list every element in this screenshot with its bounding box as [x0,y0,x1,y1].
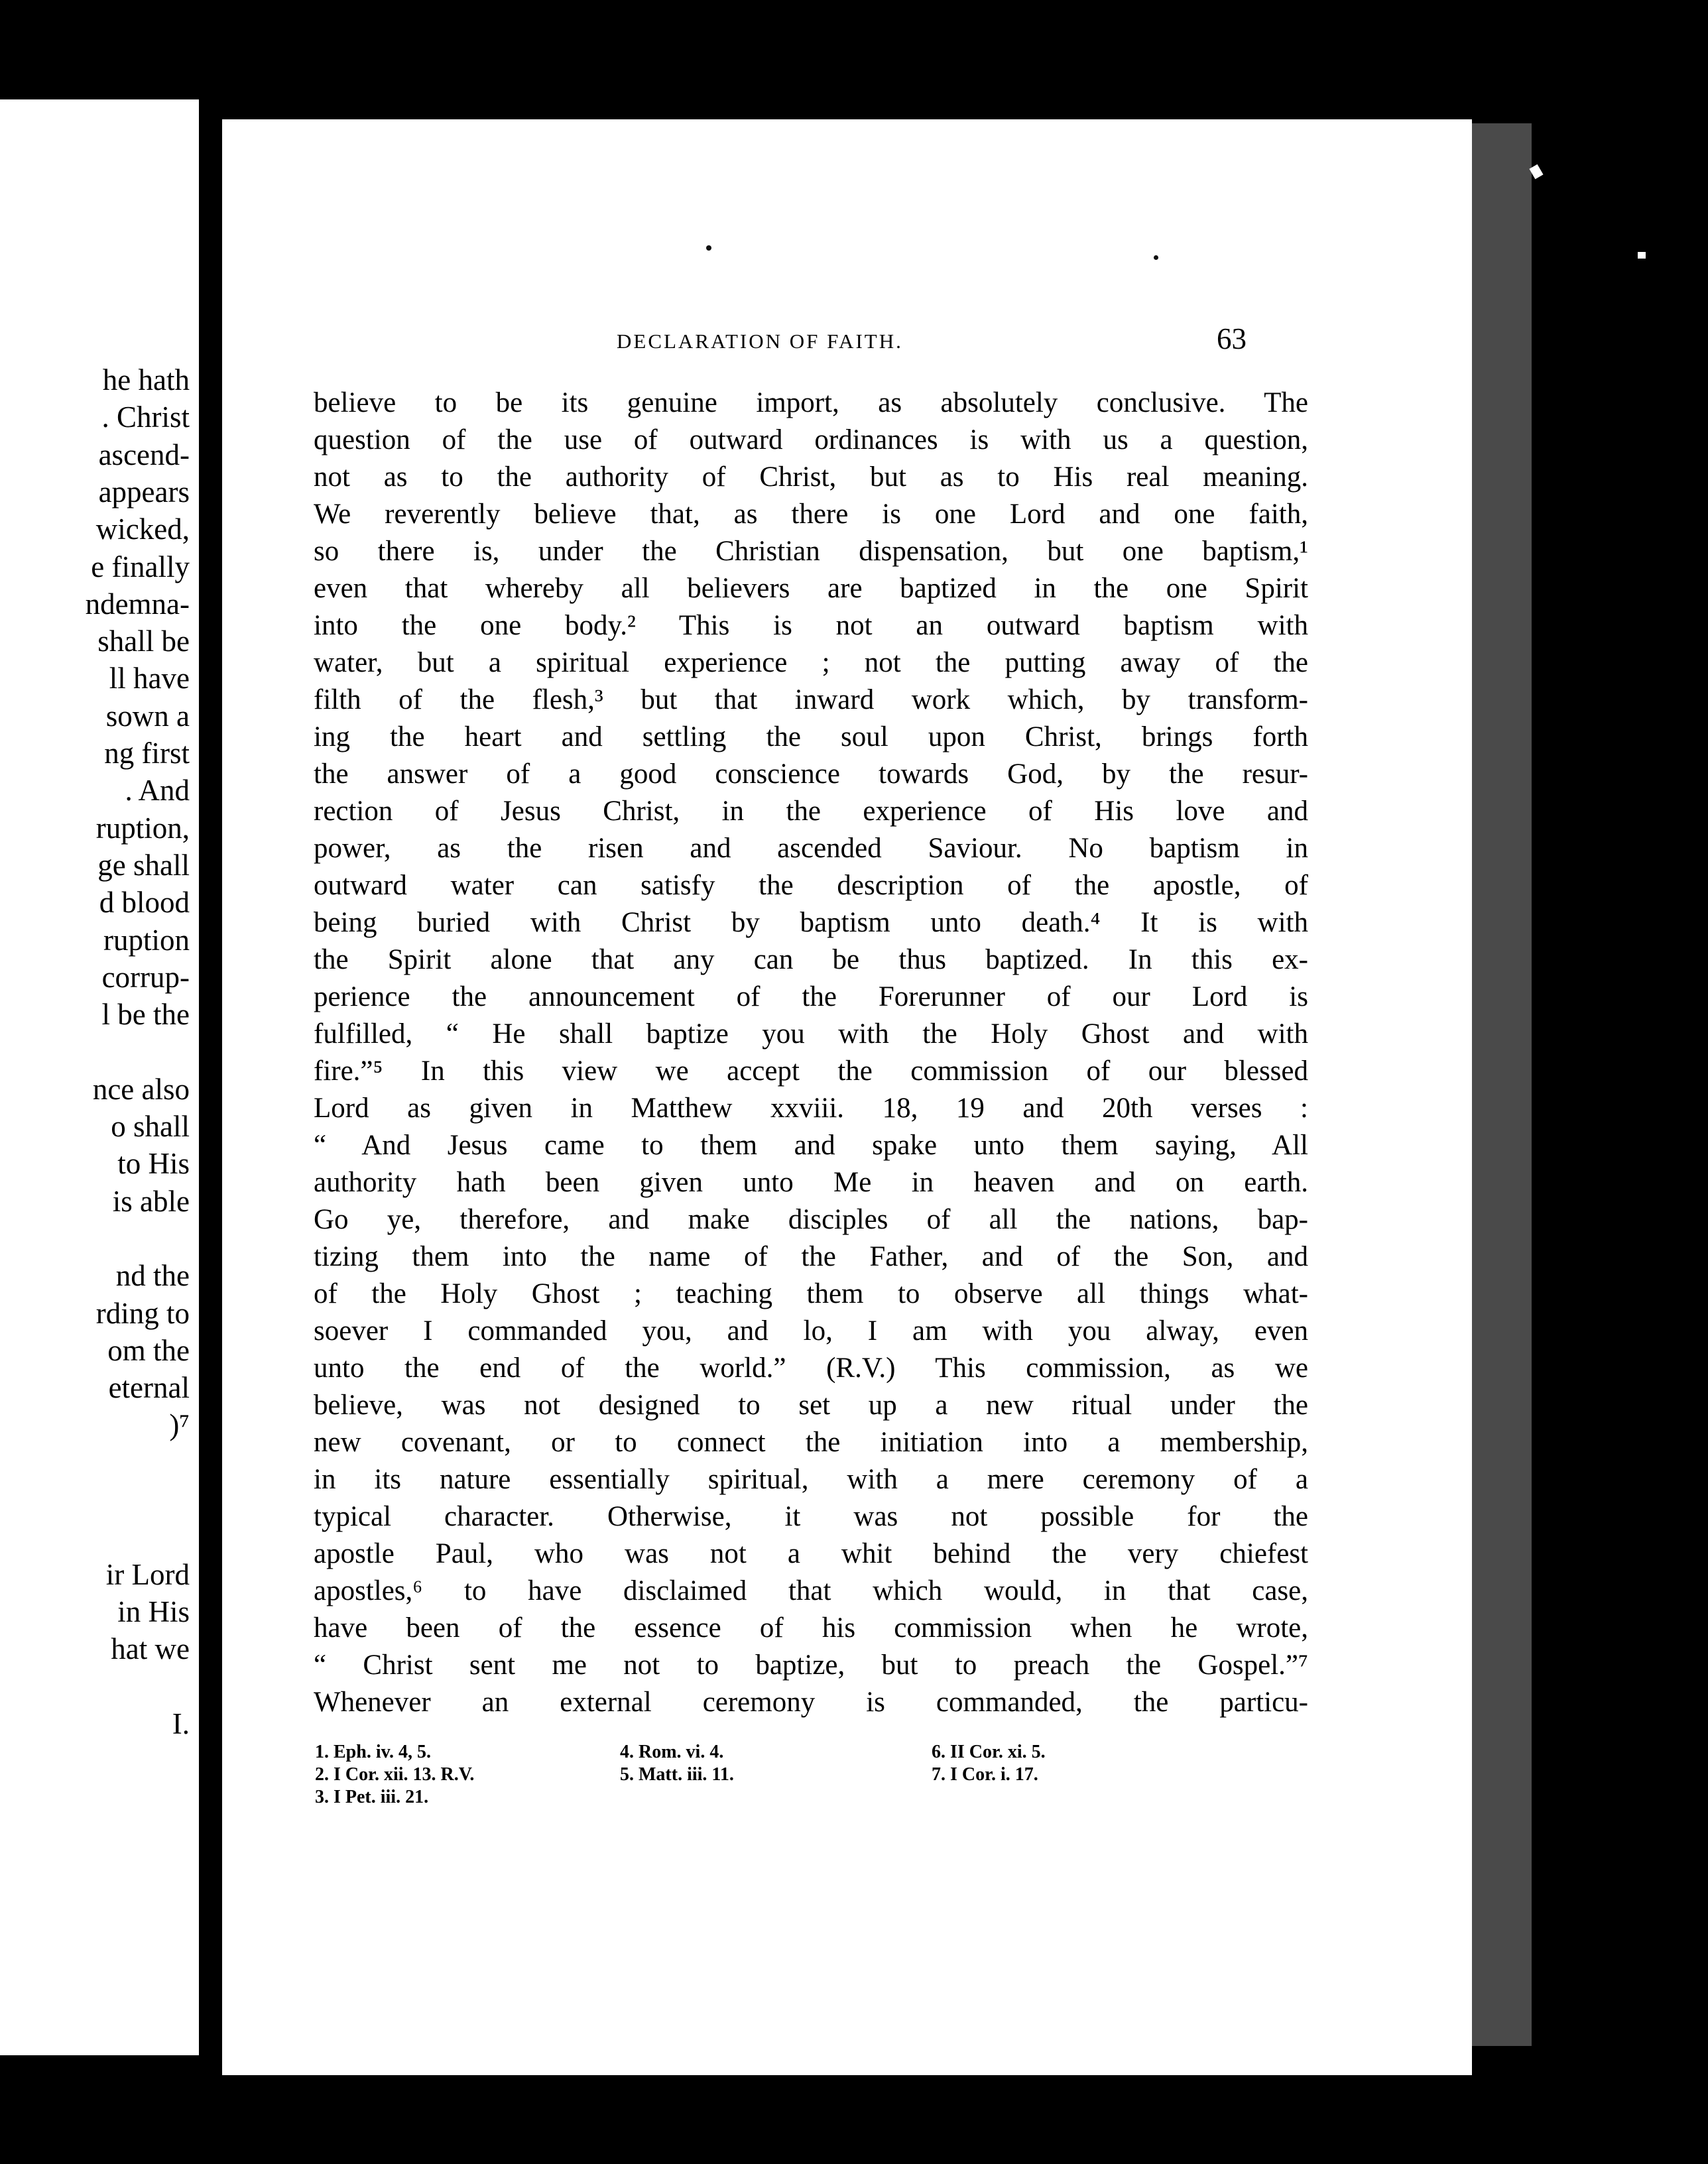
left-page-line: l be the [101,998,190,1032]
left-page-line: ruption [103,923,190,957]
body-line: into the one body.² This is not an outward baptism with [314,610,1308,641]
left-page-line: corrup- [101,960,190,994]
left-page-line: hat we [111,1632,190,1666]
body-line: believe to be its genuine import, as absolutely conclusive. The [314,387,1308,418]
body-line: Whenever an external ceremony is commanded, the particu- [314,1687,1308,1718]
body-line: power, as the risen and ascended Saviour. No baptism in [314,833,1308,864]
body-line: the Spirit alone that any can be thus baptized. In this ex- [314,944,1308,975]
footnote: 3. I Pet. iii. 21. [315,1787,429,1807]
footnote: 4. Rom. vi. 4. [620,1742,724,1762]
footnote: 7. I Cor. i. 17. [932,1764,1038,1785]
left-page-line: )⁷ [169,1408,190,1442]
body-line: not as to the authority of Christ, but as to His real meaning. [314,461,1308,493]
body-line: Lord as given in Matthew xxviii. 18, 19 and 20th verses : [314,1093,1308,1124]
left-page-line: rding to [95,1296,190,1330]
body-line: authority hath been given unto Me in heaven and on earth. [314,1167,1308,1198]
left-page-line: to His [117,1147,190,1181]
page-number: 63 [1217,322,1247,355]
left-page-line: . And [125,774,190,808]
body-line: have been of the essence of his commission when he wrote, [314,1612,1308,1644]
right-page [222,119,1472,2075]
footnote: 1. Eph. iv. 4, 5. [315,1742,432,1762]
body-line: new covenant, or to connect the initiation into a membership, [314,1427,1308,1458]
body-line: apostles,⁶ to have disclaimed that which would, in that case, [314,1575,1308,1606]
body-line: of the Holy Ghost ; teaching them to observe all things what- [314,1278,1308,1309]
left-page-line: he hath [102,363,190,396]
left-page-line: shall be [97,625,190,658]
left-page-line: o shall [111,1110,190,1143]
left-page-line: wicked, [95,512,190,546]
body-line: filth of the flesh,³ but that inward work which, by transform- [314,684,1308,715]
body-line: “ And Jesus came to them and spake unto them saying, All [314,1130,1308,1161]
body-text [314,385,1308,1721]
left-page-line: ndemna- [85,587,190,621]
body-line: question of the use of outward ordinances is with us a question, [314,424,1308,455]
running-head: DECLARATION OF FAITH. [617,330,903,353]
left-page-line: d blood [99,886,190,920]
left-page-line: appears [98,475,190,509]
body-line: so there is, under the Christian dispensation, but one baptism,¹ [314,536,1308,567]
left-page-line: ir Lord [105,1557,190,1591]
body-line: perience the announcement of the Forerunner of our Lord is [314,981,1308,1012]
left-page-line: in His [117,1594,190,1628]
body-line: apostle Paul, who was not a whit behind the very chiefest [314,1538,1308,1569]
left-page-line: ge shall [97,848,190,882]
body-line: typical character. Otherwise, it was not possible for the [314,1501,1308,1532]
body-line: Go ye, therefore, and make disciples of all the nations, bap- [314,1204,1308,1235]
body-line: in its nature essentially spiritual, with a mere ceremony of a [314,1464,1308,1495]
left-page-line: eternal [108,1371,190,1405]
left-page-line: ng first [104,737,190,770]
left-page-line: nd the [115,1259,190,1293]
body-line: soever I commanded you, and lo, I am with you alway, even [314,1315,1308,1347]
body-line: being buried with Christ by baptism unto death.⁴ It is with [314,907,1308,938]
body-line: tizing them into the name of the Father, and of the Son, and [314,1241,1308,1272]
body-line: the answer of a good conscience towards God, by the resur- [314,758,1308,790]
left-page-line: nce also [92,1072,190,1106]
left-page-line: ll have [109,662,190,695]
footnote: 5. Matt. iii. 11. [620,1764,734,1785]
body-line: fire.”⁵ In this view we accept the commission of our blessed [314,1055,1308,1087]
ink-speck [706,245,711,251]
body-line: rection of Jesus Christ, in the experience of His love and [314,796,1308,827]
footnote: 6. II Cor. xi. 5. [932,1742,1046,1762]
body-line: water, but a spiritual experience ; not the putting away of the [314,647,1308,678]
footnote: 2. I Cor. xii. 13. R.V. [315,1764,475,1785]
book-gutter [199,0,222,2164]
left-page-line: ruption, [95,811,190,845]
body-line: outward water can satisfy the description of the apostle, of [314,870,1308,901]
left-page [0,99,199,2055]
body-line: unto the end of the world.” (R.V.) This commission, as we [314,1352,1308,1384]
ink-speck [1154,255,1158,260]
left-page-line: I. [172,1707,190,1740]
body-line: believe, was not designed to set up a new ritual under the [314,1390,1308,1421]
left-page-line: om the [107,1333,190,1367]
body-line: We reverently believe that, as there is one Lord and one faith, [314,499,1308,530]
body-line: ing the heart and settling the soul upon Christ, brings forth [314,721,1308,752]
left-page-line: ascend- [98,438,190,471]
left-page-line: . Christ [101,400,190,434]
film-speck [1638,252,1646,259]
left-page-line: is able [112,1184,190,1218]
left-page-line: sown a [105,699,190,733]
body-line: fulfilled, “ He shall baptize you with the Holy Ghost and with [314,1018,1308,1050]
body-line: even that whereby all believers are baptized in the one Spirit [314,573,1308,604]
left-page-line: e finally [91,550,190,583]
body-line: “ Christ sent me not to baptize, but to preach the Gospel.”⁷ [314,1650,1308,1681]
